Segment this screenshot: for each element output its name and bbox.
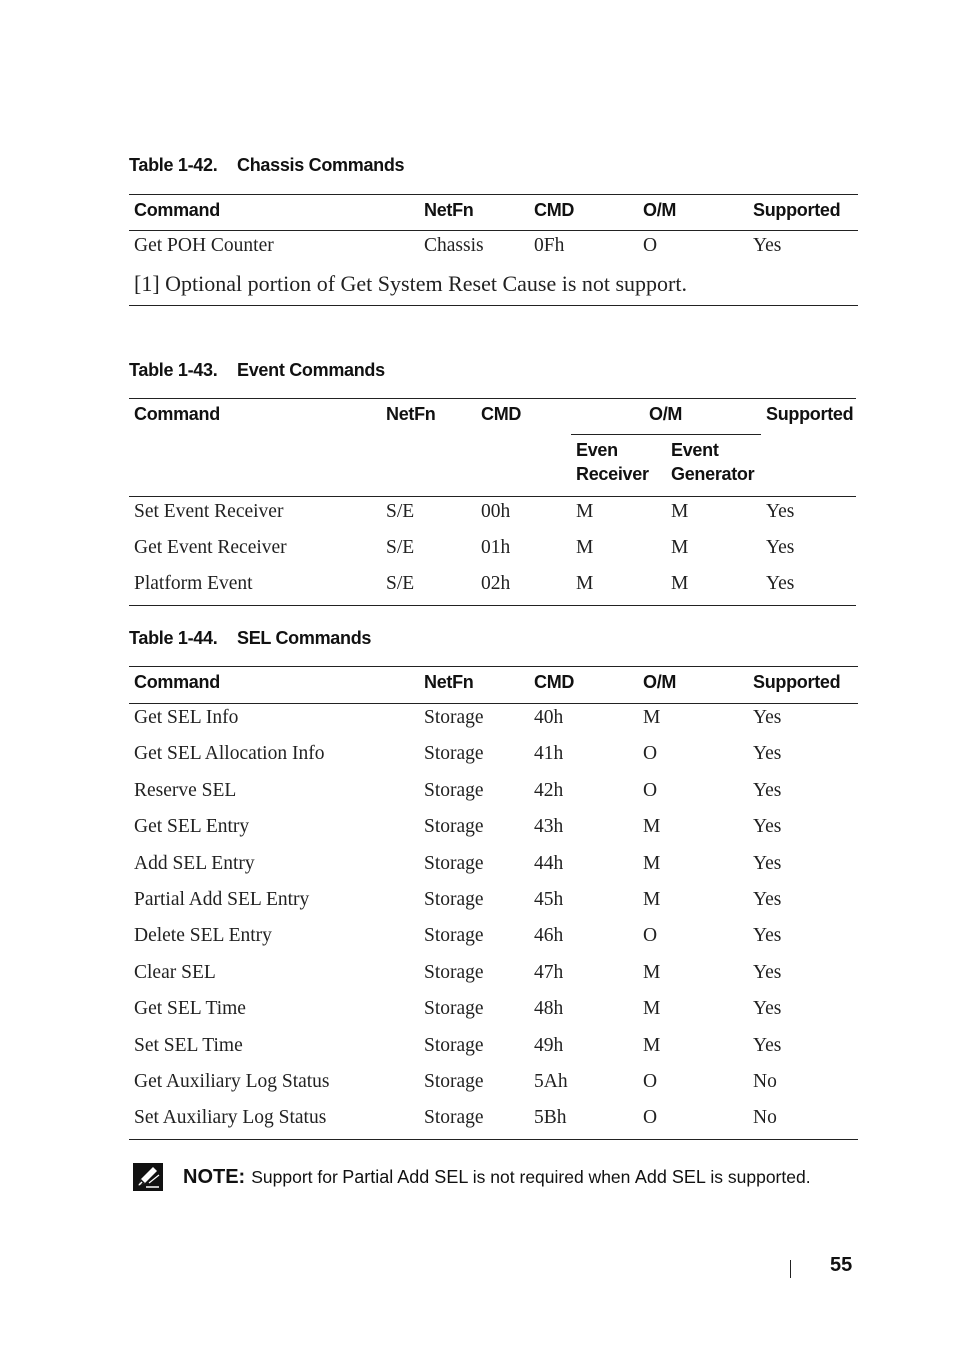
cell-command: Set SEL Time (134, 1035, 243, 1056)
cell-command: Set Auxiliary Log Status (134, 1107, 327, 1128)
cell-netfn: Storage (424, 962, 484, 983)
col-header-command: Command (134, 404, 220, 424)
header-rule (129, 230, 858, 231)
cell-cmd: 49h (534, 1035, 564, 1056)
cell-supported: Yes (753, 235, 782, 256)
cell-netfn: Storage (424, 1071, 484, 1092)
cell-supported: Yes (753, 816, 782, 837)
cell-netfn: Storage (424, 1107, 484, 1128)
col-header-om: O/M (643, 200, 677, 220)
subheader-event-generator-line2: Generator (671, 464, 755, 484)
cell-command: Get SEL Info (134, 707, 239, 728)
cell-om: M (643, 889, 661, 910)
cell-receiver: M (576, 537, 594, 558)
cell-cmd: 00h (481, 501, 511, 522)
cell-om: M (643, 998, 661, 1019)
cell-netfn: Storage (424, 780, 484, 801)
cell-cmd: 48h (534, 998, 564, 1019)
cell-netfn: S/E (386, 537, 415, 558)
cell-netfn: Storage (424, 998, 484, 1019)
cell-cmd: 01h (481, 537, 511, 558)
col-header-netfn: NetFn (386, 404, 436, 424)
cell-cmd: 5Bh (534, 1107, 567, 1128)
note-label: NOTE: (183, 1165, 246, 1188)
cell-supported: Yes (766, 501, 795, 522)
cell-cmd: 46h (534, 925, 564, 946)
table-1-43-caption: Table 1-43. Event Commands (129, 360, 385, 380)
cell-cmd: 40h (534, 707, 564, 728)
cell-generator: M (671, 537, 689, 558)
cell-command: Delete SEL Entry (134, 925, 272, 946)
table-bottom-rule (129, 305, 858, 306)
cell-cmd: 43h (534, 816, 564, 837)
subheader-even-receiver-line2: Receiver (576, 464, 649, 484)
cell-command: Clear SEL (134, 962, 216, 983)
cell-netfn: Storage (424, 743, 484, 764)
table-top-rule (129, 194, 858, 195)
note-code: Partial Add SEL (342, 1166, 469, 1187)
cell-om: O (643, 925, 658, 946)
cell-receiver: M (576, 573, 594, 594)
page-number-divider (790, 1260, 791, 1278)
cell-command: Get Auxiliary Log Status (134, 1071, 330, 1092)
cell-om: O (643, 1071, 658, 1092)
subheader-event-generator-line1: Event (671, 440, 719, 460)
cell-cmd: 42h (534, 780, 564, 801)
header-rule (129, 496, 856, 497)
table-bottom-rule (129, 605, 856, 606)
cell-command: Platform Event (134, 573, 253, 594)
col-header-command: Command (134, 672, 220, 692)
page-number: 55 (830, 1254, 853, 1276)
cell-receiver: M (576, 501, 594, 522)
cell-cmd: 5Ah (534, 1071, 568, 1092)
cell-netfn: Storage (424, 853, 484, 874)
cell-command: Reserve SEL (134, 780, 237, 801)
cell-om: O (643, 235, 658, 256)
cell-cmd: 44h (534, 853, 564, 874)
cell-netfn: Storage (424, 1035, 484, 1056)
cell-supported: Yes (753, 853, 782, 874)
cell-supported: No (753, 1107, 777, 1128)
cell-command: Get POH Counter (134, 235, 274, 256)
col-header-cmd: CMD (481, 404, 522, 424)
cell-supported: Yes (753, 707, 782, 728)
cell-supported: Yes (766, 573, 795, 594)
cell-om: O (643, 1107, 658, 1128)
cell-command: Partial Add SEL Entry (134, 889, 310, 910)
cell-supported: Yes (753, 1035, 782, 1056)
col-header-cmd: CMD (534, 672, 575, 692)
cell-command: Set Event Receiver (134, 501, 284, 522)
cell-supported: No (753, 1071, 777, 1092)
note-text: Support for (251, 1166, 338, 1187)
cell-command: Get SEL Time (134, 998, 246, 1019)
col-header-cmd: CMD (534, 200, 575, 220)
subheader-even-receiver-line1: Even (576, 440, 618, 460)
cell-supported: Yes (753, 780, 782, 801)
cell-om: M (643, 1035, 661, 1056)
cell-om: M (643, 816, 661, 837)
table-top-rule (129, 666, 858, 667)
col-header-command: Command (134, 200, 220, 220)
table-top-rule (129, 398, 856, 399)
col-header-supported: Supported (766, 404, 854, 424)
cell-cmd: 0Fh (534, 235, 565, 256)
cell-command: Get SEL Allocation Info (134, 743, 325, 764)
cell-supported: Yes (753, 962, 782, 983)
cell-om: O (643, 780, 658, 801)
cell-command: Get Event Receiver (134, 537, 287, 558)
col-header-supported: Supported (753, 200, 841, 220)
cell-netfn: Storage (424, 925, 484, 946)
cell-netfn: S/E (386, 573, 415, 594)
cell-command: Add SEL Entry (134, 853, 255, 874)
cell-netfn: Storage (424, 889, 484, 910)
cell-cmd: 02h (481, 573, 511, 594)
cell-om: M (643, 707, 661, 728)
table-1-42-caption: Table 1-42. Chassis Commands (129, 155, 405, 175)
pencil-icon (133, 1163, 163, 1191)
cell-supported: Yes (766, 537, 795, 558)
cell-om: M (643, 853, 661, 874)
cell-netfn: Storage (424, 816, 484, 837)
table-footnote: [1] Optional portion of Get System Reset Cause is not support. (134, 271, 687, 296)
note-text: is supported. (710, 1166, 811, 1187)
table-bottom-rule (129, 1139, 858, 1140)
cell-supported: Yes (753, 889, 782, 910)
cell-command: Get SEL Entry (134, 816, 250, 837)
col-header-netfn: NetFn (424, 672, 474, 692)
cell-generator: M (671, 573, 689, 594)
col-header-om: O/M (649, 404, 683, 424)
cell-cmd: 41h (534, 743, 564, 764)
table-1-44-caption: Table 1-44. SEL Commands (129, 628, 372, 648)
col-header-supported: Supported (753, 672, 841, 692)
om-span-rule (571, 434, 761, 435)
note (133, 1162, 811, 1192)
cell-netfn: S/E (386, 501, 415, 522)
cell-om: M (643, 962, 661, 983)
cell-generator: M (671, 501, 689, 522)
cell-supported: Yes (753, 925, 782, 946)
cell-supported: Yes (753, 743, 782, 764)
cell-om: O (643, 743, 658, 764)
note-code: Add SEL (634, 1166, 706, 1187)
header-rule (129, 703, 858, 704)
note-text: is not required when (472, 1166, 631, 1187)
cell-cmd: 47h (534, 962, 564, 983)
cell-netfn: Storage (424, 707, 484, 728)
cell-netfn: Chassis (424, 235, 484, 256)
col-header-om: O/M (643, 672, 677, 692)
cell-supported: Yes (753, 998, 782, 1019)
cell-cmd: 45h (534, 889, 564, 910)
col-header-netfn: NetFn (424, 200, 474, 220)
